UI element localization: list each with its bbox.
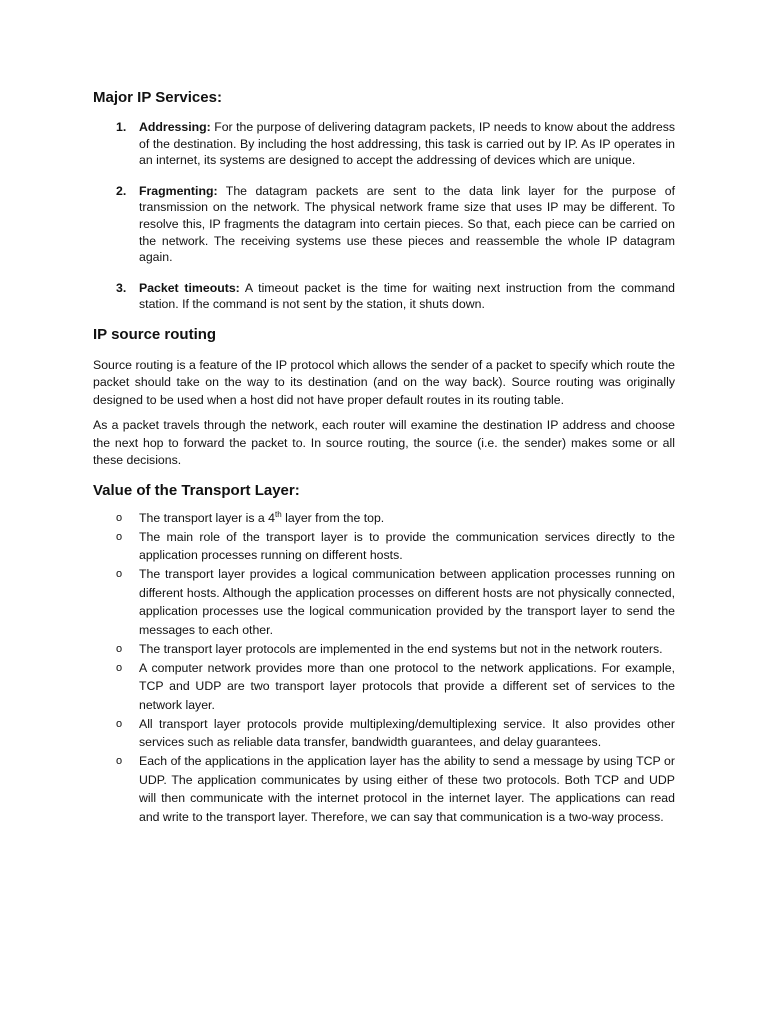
transport-layer-list — [93, 509, 675, 827]
list-text: All transport layer protocols provide multiplexing/demultiplexing service. It also provides other services such as reliable data transfer, bandwidth guarantees, and delay guarantees. — [139, 716, 675, 750]
list-number: 1. — [116, 120, 127, 134]
list-text: A timeout packet is the time for waiting next instruction from the command station. If the command is not sent by the station, it shuts down. — [139, 280, 675, 312]
ip-services-list — [93, 119, 675, 313]
bullet-marker: o — [116, 642, 123, 655]
paragraph: As a packet travels through the network, each router will examine the destination IP address and choose the next hop to forward the packet to. In source routing, the source (i.e. the sender) makes some or all these decisions. — [93, 418, 675, 468]
list-term: Addressing: — [139, 120, 211, 134]
bullet-marker: o — [116, 661, 123, 674]
list-number: 2. — [116, 183, 127, 198]
bullet-marker: o — [116, 755, 123, 768]
list-item — [93, 183, 675, 266]
list-item — [93, 659, 675, 715]
section-heading-ip-services: Major IP Services: — [93, 89, 222, 106]
list-number: 3. — [116, 280, 127, 295]
bullet-marker: o — [116, 717, 123, 730]
list-text: The main role of the transport layer is to provide the communication services directly to the application processes running on different hosts. — [139, 529, 675, 563]
paragraph: Source routing is a feature of the IP protocol which allows the sender of a packet to specify which route the packet should take on the way to its destination (and on the way back). Source routing was originally designed to be used when a host did not have proper default routes in its routing table. — [93, 357, 675, 407]
section-heading-source-routing: IP source routing — [93, 325, 217, 343]
bullet-marker: o — [116, 511, 123, 524]
section-heading-transport-layer: Value of the Transport Layer: — [93, 481, 300, 499]
list-term: Fragmenting: — [139, 183, 218, 198]
list-item — [93, 565, 675, 640]
list-item — [93, 280, 675, 313]
list-text: The datagram packets are sent to the data link layer for the purpose of transmission on the network. The physical network frame size that uses IP may be different. To resolve this, IP fragments the datagram into certain pieces. So that, each piece can be carried on the network. The receiving systems use these pieces and reassemble the whole IP datagram again. — [139, 183, 675, 265]
list-item — [93, 119, 675, 169]
list-text: layer from the top. — [281, 510, 385, 525]
list-item — [93, 640, 675, 659]
list-text: The transport layer protocols are implemented in the end systems but not in the network routers. — [139, 641, 663, 656]
list-term: Packet timeouts: — [139, 280, 240, 295]
bullet-marker: o — [116, 568, 123, 581]
list-item — [93, 715, 675, 752]
list-item — [93, 528, 675, 565]
list-item — [93, 752, 675, 827]
bullet-marker: o — [116, 530, 123, 543]
list-text: Each of the applications in the application layer has the ability to send a message by using TCP or UDP. The application communicates by using either of these two protocols. Both TCP and UDP will then communicate with the internet protocol in the internet layer. The applications can read and write to the transport layer. Therefore, we can say that communication is a two-way process. — [139, 754, 675, 825]
list-text: For the purpose of delivering datagram packets, IP needs to know about the address of the destination. By including the host addressing, this task is carried out by IP. As IP operates in an internet, its systems are designed to accept the addressing of devices which are unique. — [139, 120, 675, 168]
superscript: th — [275, 509, 282, 519]
list-text: The transport layer provides a logical communication between application processes running on different hosts. Although the application processes on different hosts are not physically connected, application processes use the logical communication provided by the transport layer to send the messages to each other. — [139, 567, 675, 638]
list-text: The transport layer is a 4 — [139, 510, 276, 525]
list-item — [93, 509, 675, 528]
list-text: A computer network provides more than one protocol to the network applications. For example, TCP and UDP are two transport layer protocols that provide a different set of services to the network layer. — [139, 660, 675, 712]
